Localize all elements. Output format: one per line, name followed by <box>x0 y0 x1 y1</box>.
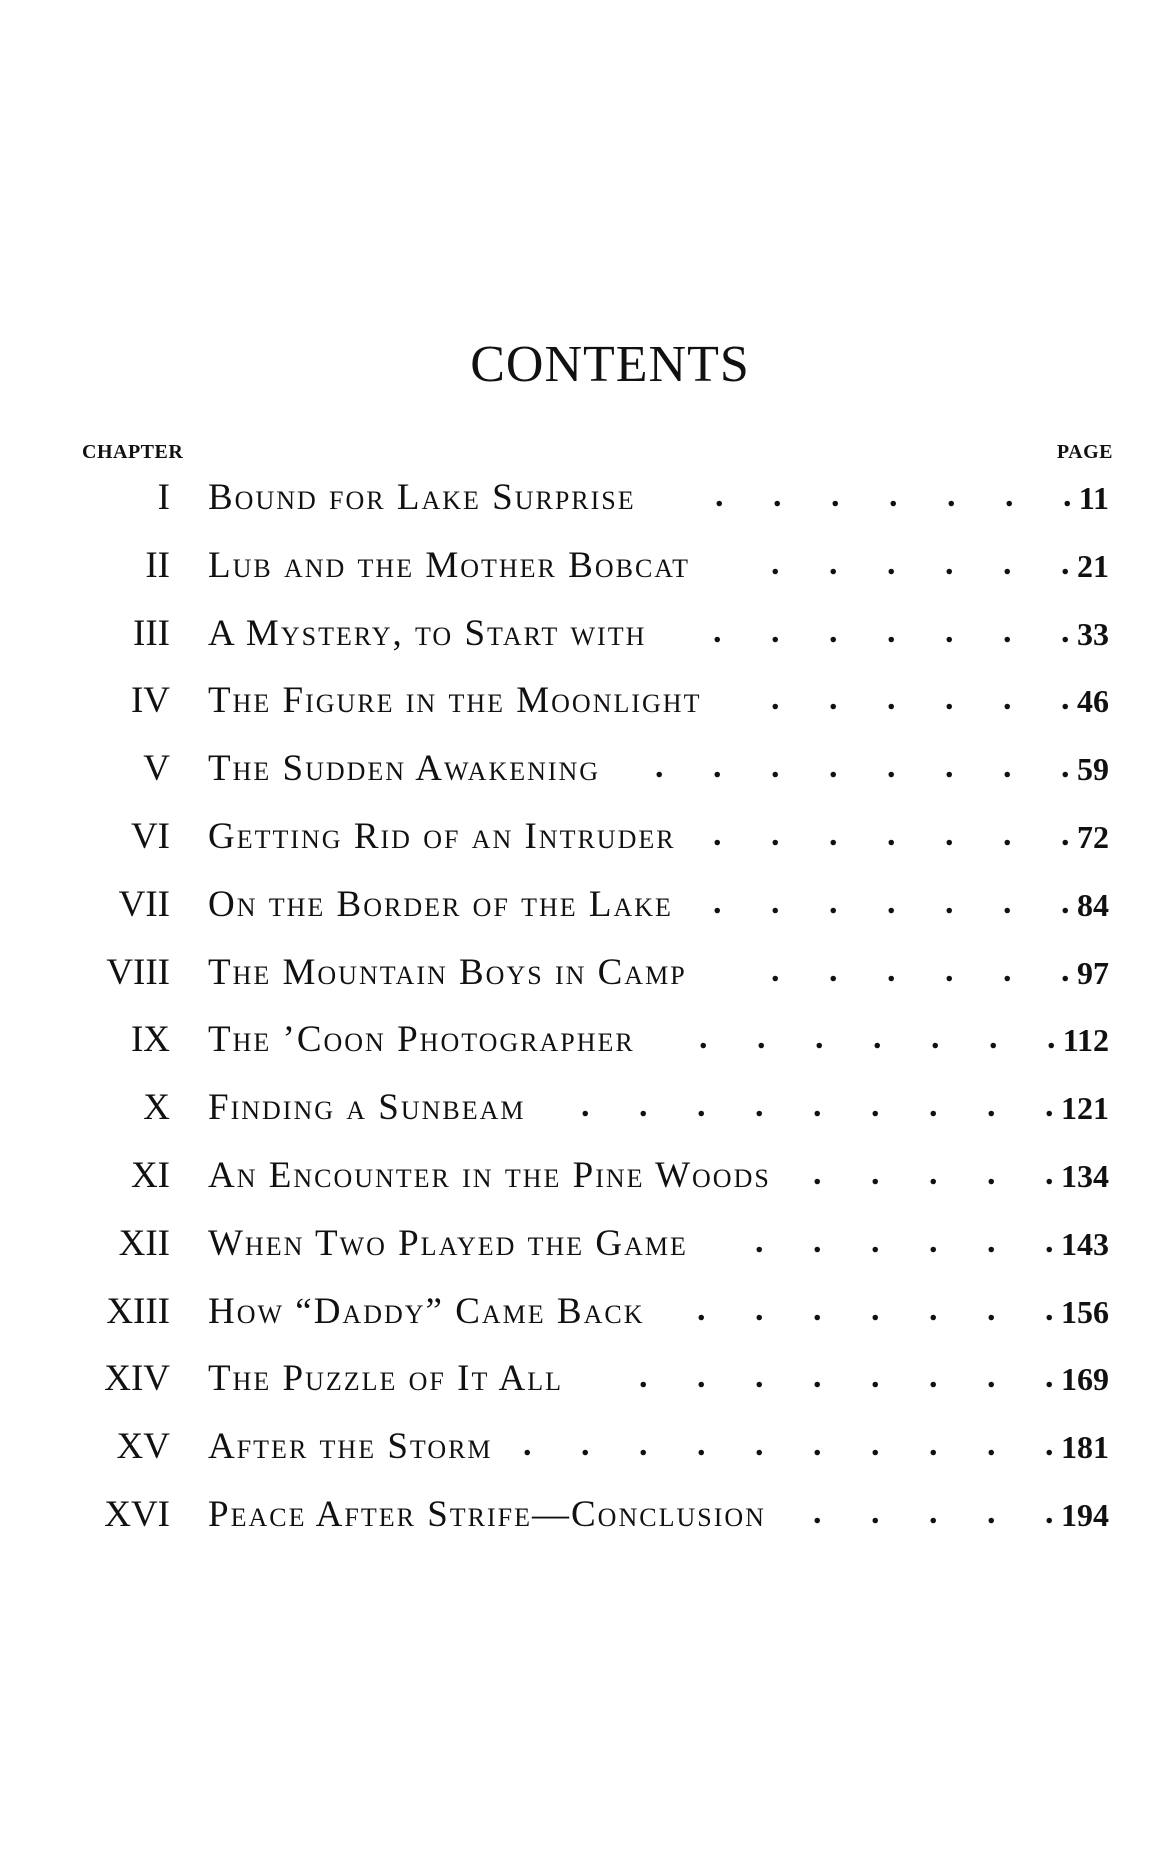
dot-leader: . <box>945 680 954 718</box>
dot-leader: . <box>813 1155 822 1192</box>
dot-leader: . <box>815 1019 824 1057</box>
chapter-title: The Figure in the Moonlight <box>208 680 702 722</box>
dot-leader: . <box>697 1290 706 1328</box>
dot-leader: . <box>1061 951 1070 989</box>
chapter-title: An Encounter in the Pine Woods <box>208 1155 771 1196</box>
dot-leader: . <box>771 544 780 582</box>
dot-leader: . <box>829 951 838 989</box>
dot-leader: . <box>1045 1222 1054 1260</box>
toc-entry <box>0 1216 1155 1272</box>
dot-leader: . <box>889 477 898 514</box>
page-number: 33 <box>1077 615 1109 652</box>
chapter-number: VII <box>118 883 170 925</box>
dot-leader: . <box>813 1494 822 1531</box>
dot-leader: . <box>1003 680 1012 718</box>
chapter-number: XV <box>116 1426 170 1468</box>
dot-leader: . <box>713 883 722 921</box>
page-number: 112 <box>1062 1022 1109 1059</box>
chapter-number: XIV <box>104 1358 170 1400</box>
dot-leader: . <box>697 1087 706 1125</box>
dot-leader: . <box>829 680 838 718</box>
dot-leader: . <box>1003 544 1012 582</box>
page-number: 143 <box>1061 1225 1109 1262</box>
dot-leader: . <box>1005 477 1014 514</box>
dot-leader: . <box>1061 816 1070 853</box>
dot-leader: . <box>831 477 840 514</box>
dot-leader: . <box>813 1087 822 1125</box>
dot-leader: . <box>987 1222 996 1260</box>
dot-leader: . <box>813 1222 822 1260</box>
dot-leader: . <box>757 1019 766 1057</box>
dot-leader: . <box>697 1358 706 1396</box>
dot-leader: . <box>1045 1426 1054 1464</box>
dot-leader: . <box>1045 1358 1054 1396</box>
dot-leader: . <box>771 951 780 989</box>
dot-leader: . <box>929 1155 938 1192</box>
dot-leader: . <box>887 951 896 989</box>
dot-leader: . <box>713 748 722 786</box>
dot-leader: . <box>755 1222 764 1260</box>
dot-leader: . <box>829 816 838 853</box>
toc-entry <box>0 1148 1155 1204</box>
chapter-number: IV <box>130 680 170 722</box>
dot-leader: . <box>829 748 838 786</box>
page-number: 169 <box>1061 1361 1109 1398</box>
dot-leader: . <box>987 1426 996 1464</box>
dot-leader: . <box>887 612 896 650</box>
chapter-title: The ’Coon Photographer <box>208 1019 635 1061</box>
chapter-title: After the Storm <box>208 1426 493 1468</box>
toc-entry <box>0 809 1155 865</box>
dot-leader: . <box>887 883 896 921</box>
page-number: 21 <box>1077 547 1109 584</box>
dot-leader: . <box>755 1290 764 1328</box>
dot-leader: . <box>871 1155 880 1192</box>
chapter-number: II <box>145 544 170 586</box>
dot-leader: . <box>1003 612 1012 650</box>
dot-leader: . <box>639 1426 648 1464</box>
toc-entry <box>0 1419 1155 1475</box>
dot-leader: . <box>1061 612 1070 650</box>
dot-leader: . <box>829 612 838 650</box>
toc-entry <box>0 1284 1155 1340</box>
dot-leader: . <box>1045 1087 1054 1125</box>
dot-leader: . <box>771 816 780 853</box>
page-column-label: PAGE <box>1056 441 1113 463</box>
toc-entry <box>0 1012 1155 1068</box>
dot-leader: . <box>755 1358 764 1396</box>
dot-leader: . <box>713 612 722 650</box>
dot-leader: . <box>931 1019 940 1057</box>
chapter-title: Peace After Strife—Conclusion <box>208 1494 766 1535</box>
dot-leader: . <box>715 477 724 514</box>
chapter-title: The Mountain Boys in Camp <box>208 951 687 993</box>
dot-leader: . <box>699 1019 708 1057</box>
chapter-number: XVI <box>104 1494 170 1535</box>
dot-leader: . <box>813 1358 822 1396</box>
chapter-number: IX <box>130 1019 170 1061</box>
chapter-title: The Puzzle of It All <box>208 1358 564 1400</box>
dot-leader: . <box>871 1358 880 1396</box>
chapter-column-label: CHAPTER <box>82 441 184 463</box>
page-number: 121 <box>1061 1090 1109 1127</box>
dot-leader: . <box>523 1426 532 1464</box>
chapter-number: V <box>143 748 170 790</box>
dot-leader: . <box>887 748 896 786</box>
chapter-number: VIII <box>106 951 170 993</box>
chapter-number: XIII <box>106 1290 170 1332</box>
dot-leader: . <box>987 1290 996 1328</box>
chapter-number: X <box>143 1087 170 1129</box>
dot-leader: . <box>871 1087 880 1125</box>
chapter-title: How “Daddy” Came Back <box>208 1290 645 1332</box>
chapter-title: Bound for Lake Surprise <box>208 477 636 518</box>
dot-leader: . <box>887 816 896 853</box>
dot-leader: . <box>1045 1494 1054 1531</box>
dot-leader: . <box>929 1426 938 1464</box>
dot-leader: . <box>1045 1290 1054 1328</box>
page-number: 46 <box>1077 683 1109 720</box>
dot-leader: . <box>829 883 838 921</box>
dot-leader: . <box>871 1222 880 1260</box>
chapter-number: XII <box>118 1222 170 1264</box>
dot-leader: . <box>1003 951 1012 989</box>
dot-leader: . <box>581 1426 590 1464</box>
toc-entry <box>0 877 1155 933</box>
chapter-title: Getting Rid of an Intruder <box>208 816 676 857</box>
dot-leader: . <box>929 1358 938 1396</box>
chapter-number: I <box>157 477 170 518</box>
dot-leader: . <box>1061 748 1070 786</box>
page-number: 181 <box>1061 1429 1109 1466</box>
dot-leader: . <box>813 1290 822 1328</box>
page-number: 84 <box>1077 886 1109 923</box>
chapter-number: III <box>133 612 170 654</box>
dot-leader: . <box>945 748 954 786</box>
chapter-title: On the Border of the Lake <box>208 883 673 925</box>
toc-entry <box>0 1487 1155 1543</box>
chapter-number: XI <box>130 1155 170 1196</box>
dot-leader: . <box>771 612 780 650</box>
dot-leader: . <box>713 816 722 853</box>
dot-leader: . <box>989 1019 998 1057</box>
dot-leader: . <box>929 1087 938 1125</box>
page-number: 156 <box>1061 1293 1109 1330</box>
chapter-title: Finding a Sunbeam <box>208 1087 526 1129</box>
dot-leader: . <box>755 1087 764 1125</box>
dot-leader: . <box>1061 883 1070 921</box>
toc-entry <box>0 673 1155 729</box>
dot-leader: . <box>773 477 782 514</box>
dot-leader: . <box>887 680 896 718</box>
dot-leader: . <box>945 951 954 989</box>
dot-leader: . <box>929 1494 938 1531</box>
dot-leader: . <box>771 883 780 921</box>
toc-entry <box>0 741 1155 797</box>
dot-leader: . <box>945 544 954 582</box>
dot-leader: . <box>639 1358 648 1396</box>
toc-entry <box>0 538 1155 594</box>
dot-leader: . <box>987 1155 996 1192</box>
dot-leader: . <box>1063 477 1072 514</box>
page-number: 59 <box>1077 751 1109 788</box>
page-title: CONTENTS <box>470 336 750 393</box>
dot-leader: . <box>755 1426 764 1464</box>
dot-leader: . <box>639 1087 648 1125</box>
dot-leader: . <box>1003 748 1012 786</box>
toc-entry <box>0 470 1155 526</box>
dot-leader: . <box>871 1290 880 1328</box>
page-number: 11 <box>1078 480 1109 516</box>
toc-entry <box>0 1351 1155 1407</box>
dot-leader: . <box>813 1426 822 1464</box>
dot-leader: . <box>945 816 954 853</box>
dot-leader: . <box>771 680 780 718</box>
dot-leader: . <box>1003 883 1012 921</box>
dot-leader: . <box>871 1426 880 1464</box>
dot-leader: . <box>945 612 954 650</box>
dot-leader: . <box>1061 680 1070 718</box>
dot-leader: . <box>655 748 664 786</box>
page-number: 72 <box>1077 819 1109 855</box>
dot-leader: . <box>887 544 896 582</box>
dot-leader: . <box>987 1087 996 1125</box>
chapter-title: The Sudden Awakening <box>208 748 601 790</box>
dot-leader: . <box>771 748 780 786</box>
dot-leader: . <box>829 544 838 582</box>
dot-leader: . <box>873 1019 882 1057</box>
chapter-number: VI <box>130 816 170 857</box>
dot-leader: . <box>929 1290 938 1328</box>
dot-leader: . <box>947 477 956 514</box>
dot-leader: . <box>929 1222 938 1260</box>
dot-leader: . <box>1061 544 1070 582</box>
dot-leader: . <box>945 883 954 921</box>
dot-leader: . <box>987 1358 996 1396</box>
page-number: 134 <box>1061 1158 1109 1194</box>
dot-leader: . <box>871 1494 880 1531</box>
chapter-title: Lub and the Mother Bobcat <box>208 544 691 586</box>
chapter-title: A Mystery, to Start with <box>208 612 647 654</box>
dot-leader: . <box>1003 816 1012 853</box>
toc-entry <box>0 945 1155 1001</box>
dot-leader: . <box>581 1087 590 1125</box>
dot-leader: . <box>1047 1019 1056 1057</box>
dot-leader: . <box>697 1426 706 1464</box>
page-number: 97 <box>1077 954 1109 991</box>
chapter-title: When Two Played the Game <box>208 1222 688 1264</box>
dot-leader: . <box>1045 1155 1054 1192</box>
dot-leader: . <box>987 1494 996 1531</box>
toc-entry <box>0 606 1155 662</box>
toc-entry <box>0 1080 1155 1136</box>
page-number: 194 <box>1061 1497 1109 1533</box>
